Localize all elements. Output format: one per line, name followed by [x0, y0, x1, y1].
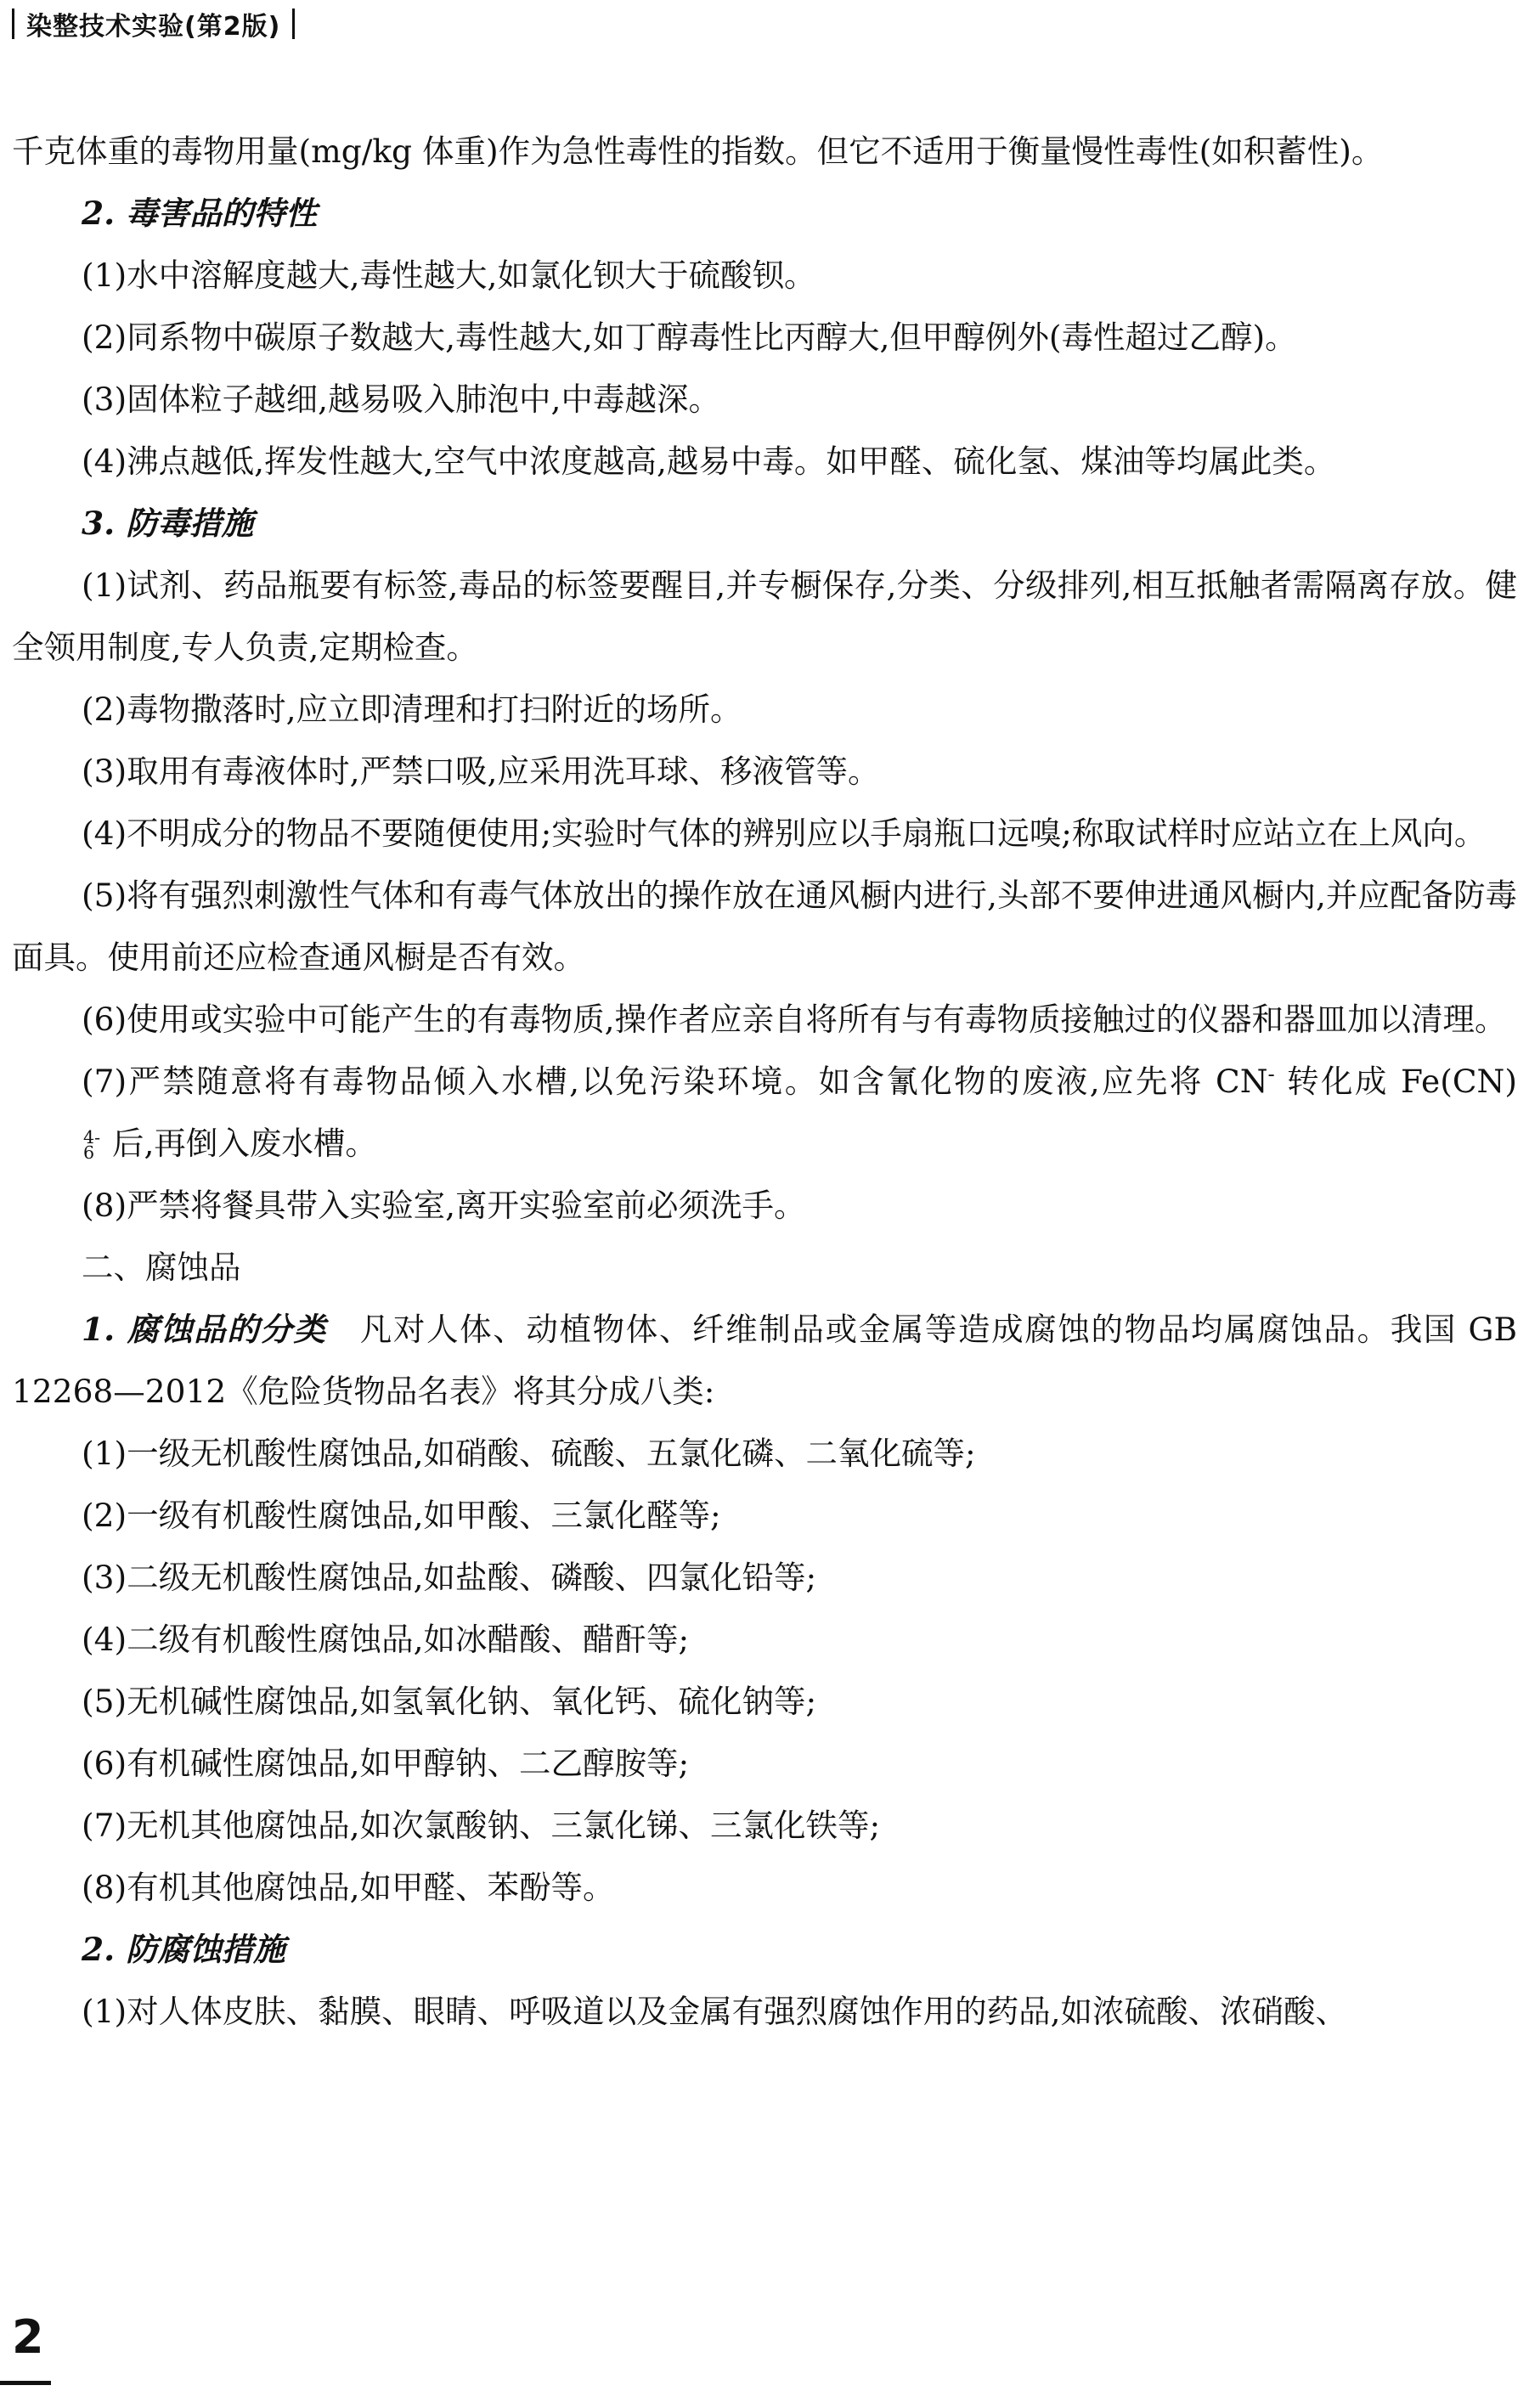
page-body	[12, 121, 1517, 2043]
sub-superscript	[14, 1126, 101, 1164]
list-item: (3)固体粒子越细,越易吸入肺泡中,中毒越深。	[82, 381, 720, 418]
list-item: (5)无机碱性腐蚀品,如氢氧化钠、氧化钙、硫化钠等;	[82, 1683, 817, 1720]
list-item: (3)二级无机酸性腐蚀品,如盐酸、磷酸、四氯化铅等;	[82, 1559, 817, 1596]
list-item	[12, 1051, 1517, 1175]
list-item: (7)无机其他腐蚀品,如次氯酸钠、三氯化锑、三氯化铁等;	[82, 1807, 881, 1844]
subsection-heading: 2. 毒害品的特性	[82, 195, 318, 232]
item-text: (7)严禁随意将有毒物品倾入水槽,以免污染环境。如含氰化物的废液,应先将 CN	[82, 1063, 1268, 1100]
list-item: (2)毒物撒落时,应立即清理和打扫附近的场所。	[82, 691, 742, 728]
list-item: (1)水中溶解度越大,毒性越大,如氯化钡大于硫酸钡。	[82, 257, 816, 294]
list-item: (8)有机其他腐蚀品,如甲醛、苯酚等。	[82, 1869, 615, 1906]
page-number-rule	[0, 2381, 51, 2385]
paragraph: 千克体重的毒物用量(mg/kg 体重)作为急性毒性的指数。但它不适用于衡量慢性毒性(如积蓄性)。	[12, 133, 1384, 170]
list-item: (8)严禁将餐具带入实验室,离开实验室前必须洗手。	[82, 1187, 806, 1224]
subsection-heading: 2. 防腐蚀措施	[82, 1931, 285, 1968]
list-item: (3)取用有毒液体时,严禁口吸,应采用洗耳球、移液管等。	[82, 753, 880, 790]
page-number: 2	[12, 2310, 44, 2364]
list-item: (4)沸点越低,挥发性越大,空气中浓度越高,越易中毒。如甲醛、硫化氢、煤油等均属此类。	[82, 443, 1336, 480]
list-item: (1)试剂、药品瓶要有标签,毒品的标签要醒目,并专橱保存,分类、分级排列,相互抵触者需隔离存放。健全领用制度,专人负责,定期检查。	[12, 567, 1517, 666]
item-text: 转化成 Fe(CN)	[1274, 1063, 1517, 1100]
subsection-heading: 3. 防毒措施	[82, 505, 254, 542]
list-item: (5)将有强烈刺激性气体和有毒气体放出的操作放在通风橱内进行,头部不要伸进通风橱内,并应配备防毒面具。使用前还应检查通风橱是否有效。	[12, 877, 1517, 976]
paragraph-text: 凡对人体、动植物体、纤维制品或金属等造成腐蚀的物品均属腐蚀品。我国 GB 12268—2012《危险货物品名表》将其分成八类:	[12, 1311, 1518, 1410]
list-item: (1)对人体皮肤、黏膜、眼睛、呼吸道以及金属有强烈腐蚀作用的药品,如浓硫酸、浓硝酸、	[82, 1993, 1348, 2030]
superscript: -	[1267, 1061, 1275, 1086]
subsection-heading: 1. 腐蚀品的分类	[82, 1311, 327, 1348]
superscript: 4-	[83, 1126, 101, 1148]
subscript: 6	[83, 1142, 95, 1164]
header-rule-right	[292, 8, 295, 39]
list-item: (6)有机碱性腐蚀品,如甲醇钠、二乙醇胺等;	[82, 1745, 690, 1782]
book-title: 染整技术实验(第2版)	[26, 12, 281, 42]
list-item: (1)一级无机酸性腐蚀品,如硝酸、硫酸、五氯化磷、二氧化硫等;	[82, 1435, 976, 1472]
list-item: (4)不明成分的物品不要随便使用;实验时气体的辨别应以手扇瓶口远嗅;称取试样时应站立在上风向。	[82, 815, 1487, 852]
list-item: (4)二级有机酸性腐蚀品,如冰醋酸、醋酐等;	[82, 1621, 690, 1658]
list-item: (2)一级有机酸性腐蚀品,如甲酸、三氯化醛等;	[82, 1497, 721, 1534]
paragraph	[12, 1299, 1517, 1423]
list-item: (2)同系物中碳原子数越大,毒性越大,如丁醇毒性比丙醇大,但甲醇例外(毒性超过乙醇)。	[82, 319, 1297, 356]
running-head	[12, 7, 307, 41]
section-heading: 二、腐蚀品	[82, 1249, 241, 1286]
list-item: (6)使用或实验中可能产生的有毒物质,操作者应亲自将所有与有毒物质接触过的仪器和器皿加以清理。	[82, 1001, 1507, 1038]
header-rule-left	[12, 8, 14, 39]
item-text: 后,再倒入废水槽。	[102, 1125, 377, 1162]
